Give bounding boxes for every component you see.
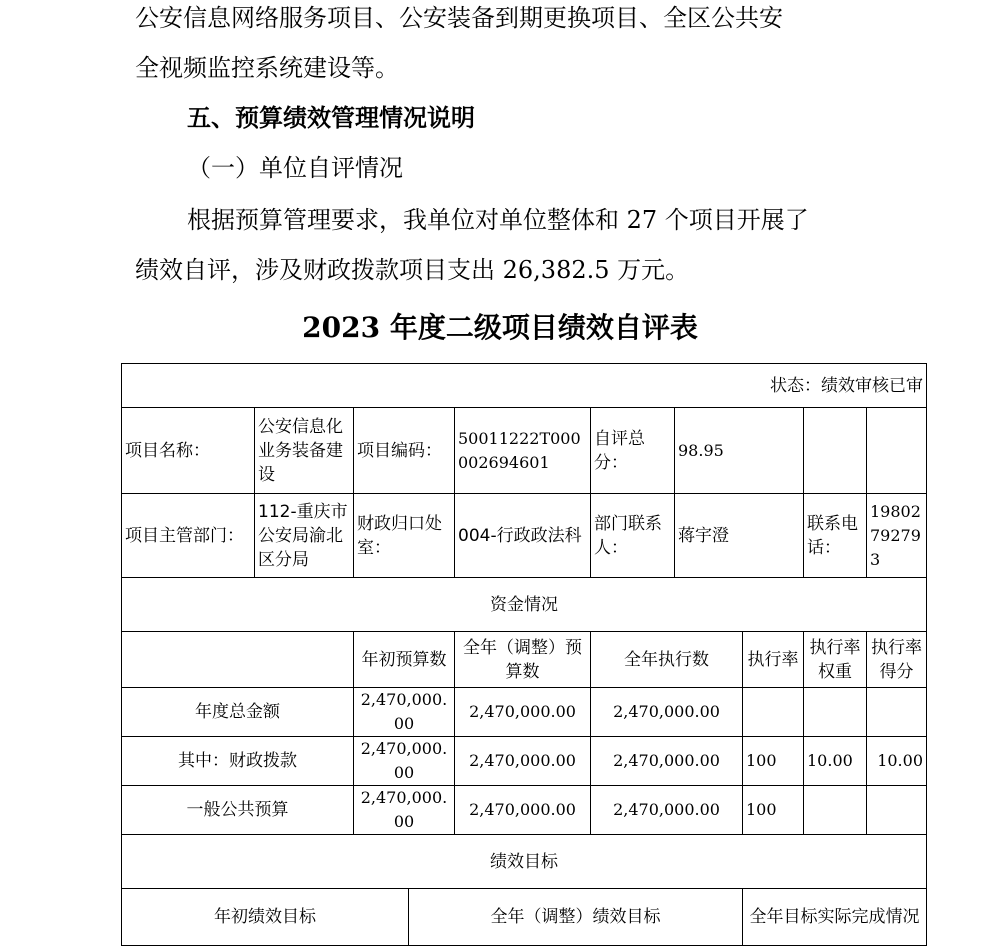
table-row [122,688,927,737]
adjusted-budget-value: 2,470,000.00 [455,688,591,737]
adjusted-budget-value: 2,470,000.00 [455,737,591,786]
perf-column-header-row [122,889,927,946]
dept-label: 项目主管部门： [122,494,255,578]
row-label: 其中：财政拨款 [122,737,354,786]
table-title: 2023 年度二级项目绩效自评表 [302,311,698,344]
project-name-row [122,408,927,494]
table-row [122,786,927,835]
project-name-label: 项目名称： [122,408,255,494]
status-row [122,364,927,408]
initial-budget-value: 2,470,000.00 [354,786,455,835]
col-exec-rate: 执行率 [743,632,804,688]
dept-value: 112-重庆市公安局渝北区分局 [255,494,354,578]
empty-cell [867,408,927,494]
exec-rate-value: 100 [743,737,804,786]
empty-cell [804,408,867,494]
row-label: 一般公共预算 [122,786,354,835]
paragraph-line-2: 全视频监控系统建设等。 [135,54,399,82]
score-value: 98.95 [675,408,804,494]
dept-row [122,494,927,578]
rate-score-value: 10.00 [867,737,927,786]
row-label: 年度总金额 [122,688,354,737]
initial-budget-value: 2,470,000.00 [354,737,455,786]
paragraph-line-1: 公安信息网络服务项目、公安装备到期更换项目、全区公共安 [135,4,783,32]
subsection-heading: （一）单位自评情况 [187,154,403,182]
table-row [122,737,927,786]
col-executed: 全年执行数 [591,632,743,688]
rate-score-value [867,688,927,737]
col-initial-budget: 年初预算数 [354,632,455,688]
executed-value: 2,470,000.00 [591,786,743,835]
status-text: 状态：绩效审核已审 [122,364,927,408]
initial-budget-value: 2,470,000.00 [354,688,455,737]
funds-column-header-row [122,632,927,688]
perf-header-row [122,835,927,889]
rate-weight-value [804,786,867,835]
col-rate-score: 执行率得分 [867,632,927,688]
perf-actual-header: 全年目标实际完成情况 [743,889,927,946]
perf-adjusted-header: 全年（调整）绩效目标 [409,889,743,946]
perf-header: 绩效目标 [122,835,927,889]
adjusted-budget-value: 2,470,000.00 [455,786,591,835]
exec-rate-value [743,688,804,737]
col-adjusted-budget: 全年（调整）预算数 [455,632,591,688]
paragraph-line-3: 根据预算管理要求，我单位对单位整体和 27 个项目开展了 [187,206,809,234]
col-rate-weight: 执行率权重 [804,632,867,688]
project-code-value: 50011222T000002694601 [455,408,591,494]
executed-value: 2,470,000.00 [591,688,743,737]
rate-weight-value [804,688,867,737]
project-code-label: 项目编码： [354,408,455,494]
contact-label: 部门联系人： [591,494,675,578]
phone-label: 联系电话： [804,494,867,578]
phone-value: 19802792793 [867,494,927,578]
empty-cell [122,632,354,688]
score-label: 自评总分： [591,408,675,494]
exec-rate-value: 100 [743,786,804,835]
funds-header: 资金情况 [122,578,927,632]
perf-initial-header: 年初绩效目标 [122,889,409,946]
office-label: 财政归口处室： [354,494,455,578]
office-value: 004-行政政法科 [455,494,591,578]
contact-value: 蒋宇澄 [675,494,804,578]
funds-header-row [122,578,927,632]
section-heading: 五、预算绩效管理情况说明 [187,103,475,132]
executed-value: 2,470,000.00 [591,737,743,786]
rate-score-value [867,786,927,835]
rate-weight-value: 10.00 [804,737,867,786]
performance-table [121,363,927,946]
paragraph-line-4: 绩效自评，涉及财政拨款项目支出 26,382.5 万元。 [135,256,690,284]
project-name-value: 公安信息化业务装备建设 [255,408,354,494]
